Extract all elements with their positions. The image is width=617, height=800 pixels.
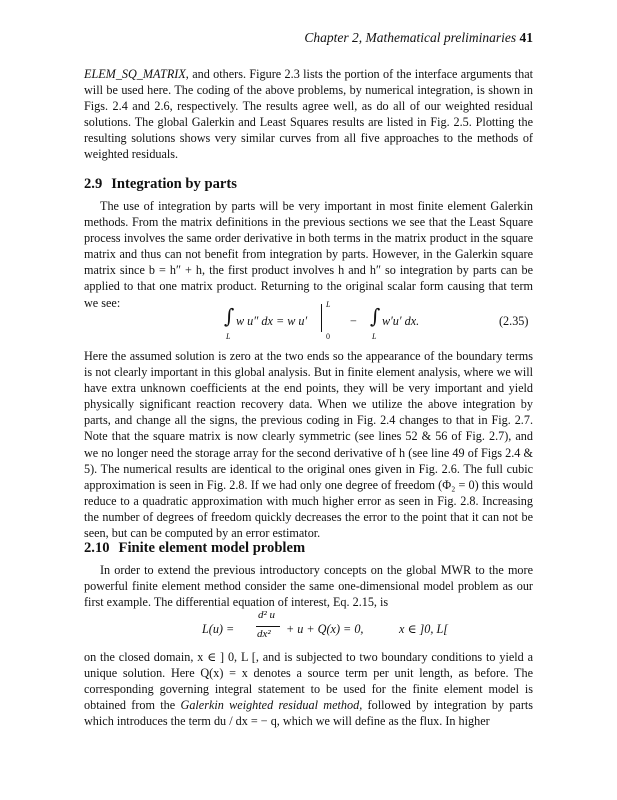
differential-equation [0,609,617,646]
bar-upper-limit: L [326,300,331,309]
page-number: 41 [519,30,533,45]
integration-paragraph-2: Here the assumed solution is zero at the two ends so the appearance of the boundary terms is not clearly important in this global analysis. But in finite element analysis, where we will have extra unknown coefficients at the end points, they will be very important and yield physically significant reaction recovery data. When we utilize the above integration by parts, and change all the signs, the previous coding in Fig. 2.4 changes to that in Fig. 2.7. Note that the square matrix is now clearly symmetric (see lines 52 & 56 of Fig. 2.7), and we no longer need the storage array for the second derivative of h (see line 49 of Figs 2.4 & 5). The numerical results are identical to the original ones given in Fig. 2.6. The full cubic approximation is seen in Fig. 2.8. If we had only one degree of freedom (Φ₂ = 0) this would reduce to a quadratic approximation with much higher error as seen in Fig. 2.8. Increasing the number of degrees of freedom quickly decreases the error to the point that it can not be seen, but can be computed by an error estimator. [84,349,533,541]
equation-rest: + u + Q(x) = 0, [286,622,364,636]
running-header [304,30,533,46]
section-number: 2.10 [84,540,110,556]
rhs-term: w′u′ dx. [382,314,420,328]
intro-text: , and others. Figure 2.3 lists the portion of the interface arguments that will be used here. The coding of the above problems, by numerical integration, is shown in Figs. 2.4 and 2.6, respectively. The results agree well, as do all of our weighted residual solutions. The global Galerkin and Least Squares results are listed in Fig. 2.5. Plotting the resulting solutions shows very similar curves from all five approaches to the methods of weighted residuals. [84,67,533,162]
fraction-line [256,626,280,627]
paragraph-text-a: on the closed domain, x ∈ ] 0, L [, and is subjected to two boundary conditions to yield a unique solution. Here Q(x) = x denotes a source term per unit length, as before. The corresponding governing integral statement to be used for the finite element model is obtained from the [84,650,533,713]
intro-paragraph [84,66,533,163]
equation-2-35 [0,302,617,344]
lower-limit: L [226,332,231,341]
section-number: 2.9 [84,176,103,192]
fraction-denominator: dx² [257,628,271,640]
bar-lower-limit: 0 [326,332,330,341]
paragraph-text-b: , followed by integration by parts which introduces the term du / dx = − q, which we will define as the flux. In higher [84,698,534,729]
section-heading-2-10 [84,540,305,557]
equation-domain: x ∈ ]0, L[ [399,622,448,636]
equation-number: (2.35) [499,314,529,328]
section-heading-2-9 [84,176,237,193]
minus-sign: − [350,314,357,328]
model-problem-paragraph-1: In order to extend the previous introductory concepts on the global MWR to the more powerful finite element method consider the same one-dimensional model problem as our first example. The differential equation of interest, Eq. 2.15, is [84,563,533,610]
integral-sign-rhs: ∫ [370,304,381,328]
section-title: Finite element model problem [118,540,306,556]
fraction-numerator: d² u [258,609,276,621]
rhs-lower-limit: L [372,332,377,341]
integral-sign: ∫ [224,304,235,328]
method-name: Galerkin weighted residual method [180,698,360,713]
evaluation-bar [321,304,322,332]
lhs-term: w u″ dx = w u′ [236,314,308,328]
integration-paragraph-1: The use of integration by parts will be very important in most finite element Galerkin methods. From the matrix definitions in the previous sections we see that the Least Square process involves the same order derivative in both terms in the matrix product in the square matrix and thus can not benefit from integration by parts. However, in the Galerkin square matrix since b = h″ + h, the first product involves h and h″ so integration by parts can be applied to that one matrix product. Returning to the original scalar form causing that term we see: [84,199,533,310]
section-title: Integration by parts [111,176,237,192]
operator-lhs: L(u) = [202,622,235,636]
function-name: ELEM_SQ_MATRIX [84,67,186,81]
model-problem-paragraph-2 [84,649,533,729]
chapter-title: Chapter 2, Mathematical preliminaries [304,30,517,45]
